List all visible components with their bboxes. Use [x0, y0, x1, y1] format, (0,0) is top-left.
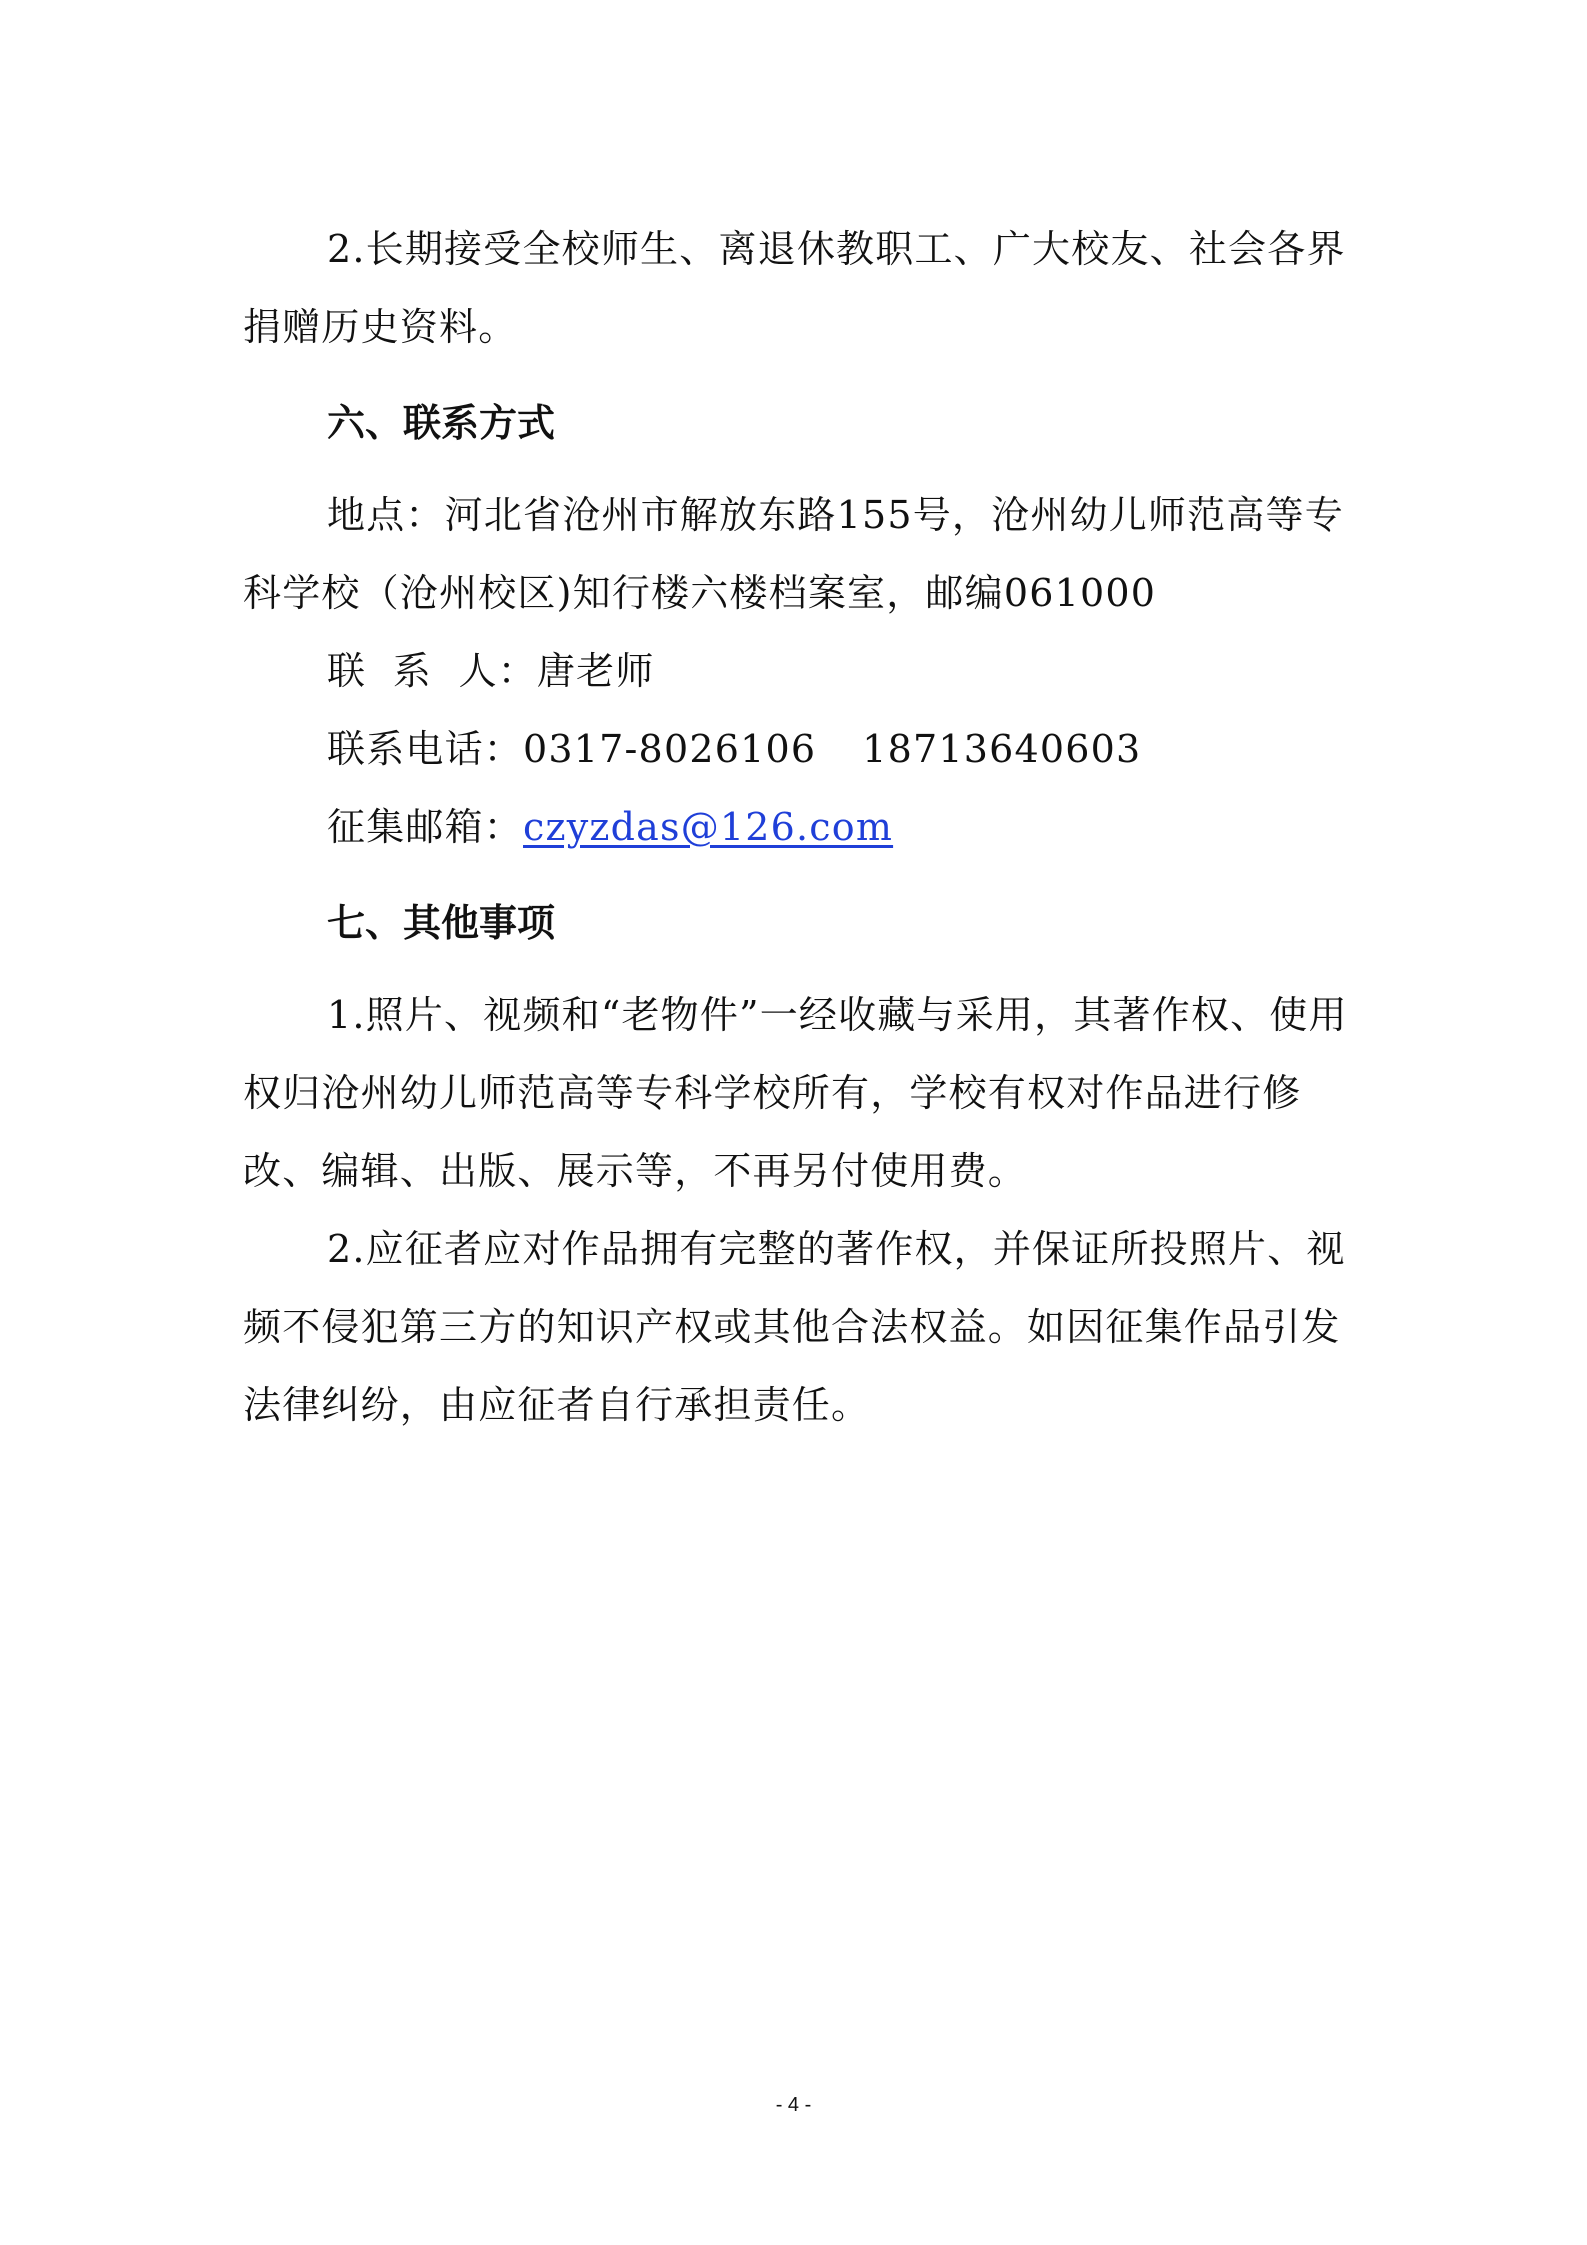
contact-person-name: 唐老师 — [536, 649, 655, 693]
contact-person-line — [243, 632, 1355, 710]
email-label: 征集邮箱： — [327, 805, 524, 849]
document-body — [243, 210, 1355, 1444]
section7-item2-paragraph: 2.应征者应对作品拥有完整的著作权，并保证所投照片、视频不侵犯第三方的知识产权或其他合法权益。如因征集作品引发法律纠纷，由应征者自行承担责任。 — [243, 1227, 1346, 1427]
phone-line — [243, 710, 1355, 788]
phone-label: 联系电话： — [327, 727, 524, 771]
email-link[interactable]: czyzdas@126.com — [523, 805, 894, 849]
section5-item2-paragraph: 2.长期接受全校师生、离退休教职工、广大校友、社会各界捐赠历史资料。 — [243, 227, 1346, 349]
email-line — [243, 788, 1355, 866]
phone-number-2: 18713640603 — [862, 727, 1142, 771]
phone-number-1: 0317-8026106 — [523, 727, 817, 771]
address-paragraph: 地点：河北省沧州市解放东路155号，沧州幼儿师范高等专科学校（沧州校区)知行楼六楼档案室，邮编061000 — [243, 493, 1344, 615]
section7-heading: 七、其他事项 — [327, 901, 556, 945]
section7-item1-paragraph: 1.照片、视频和“老物件”一经收藏与采用，其著作权、使用权归沧州幼儿师范高等专科学校所有，学校有权对作品进行修改、编辑、出版、展示等，不再另付使用费。 — [243, 993, 1348, 1193]
section6-heading: 六、联系方式 — [327, 401, 556, 445]
page-number: - 4 - — [775, 2094, 812, 2116]
contact-person-label: 联 系 人： — [327, 649, 537, 693]
